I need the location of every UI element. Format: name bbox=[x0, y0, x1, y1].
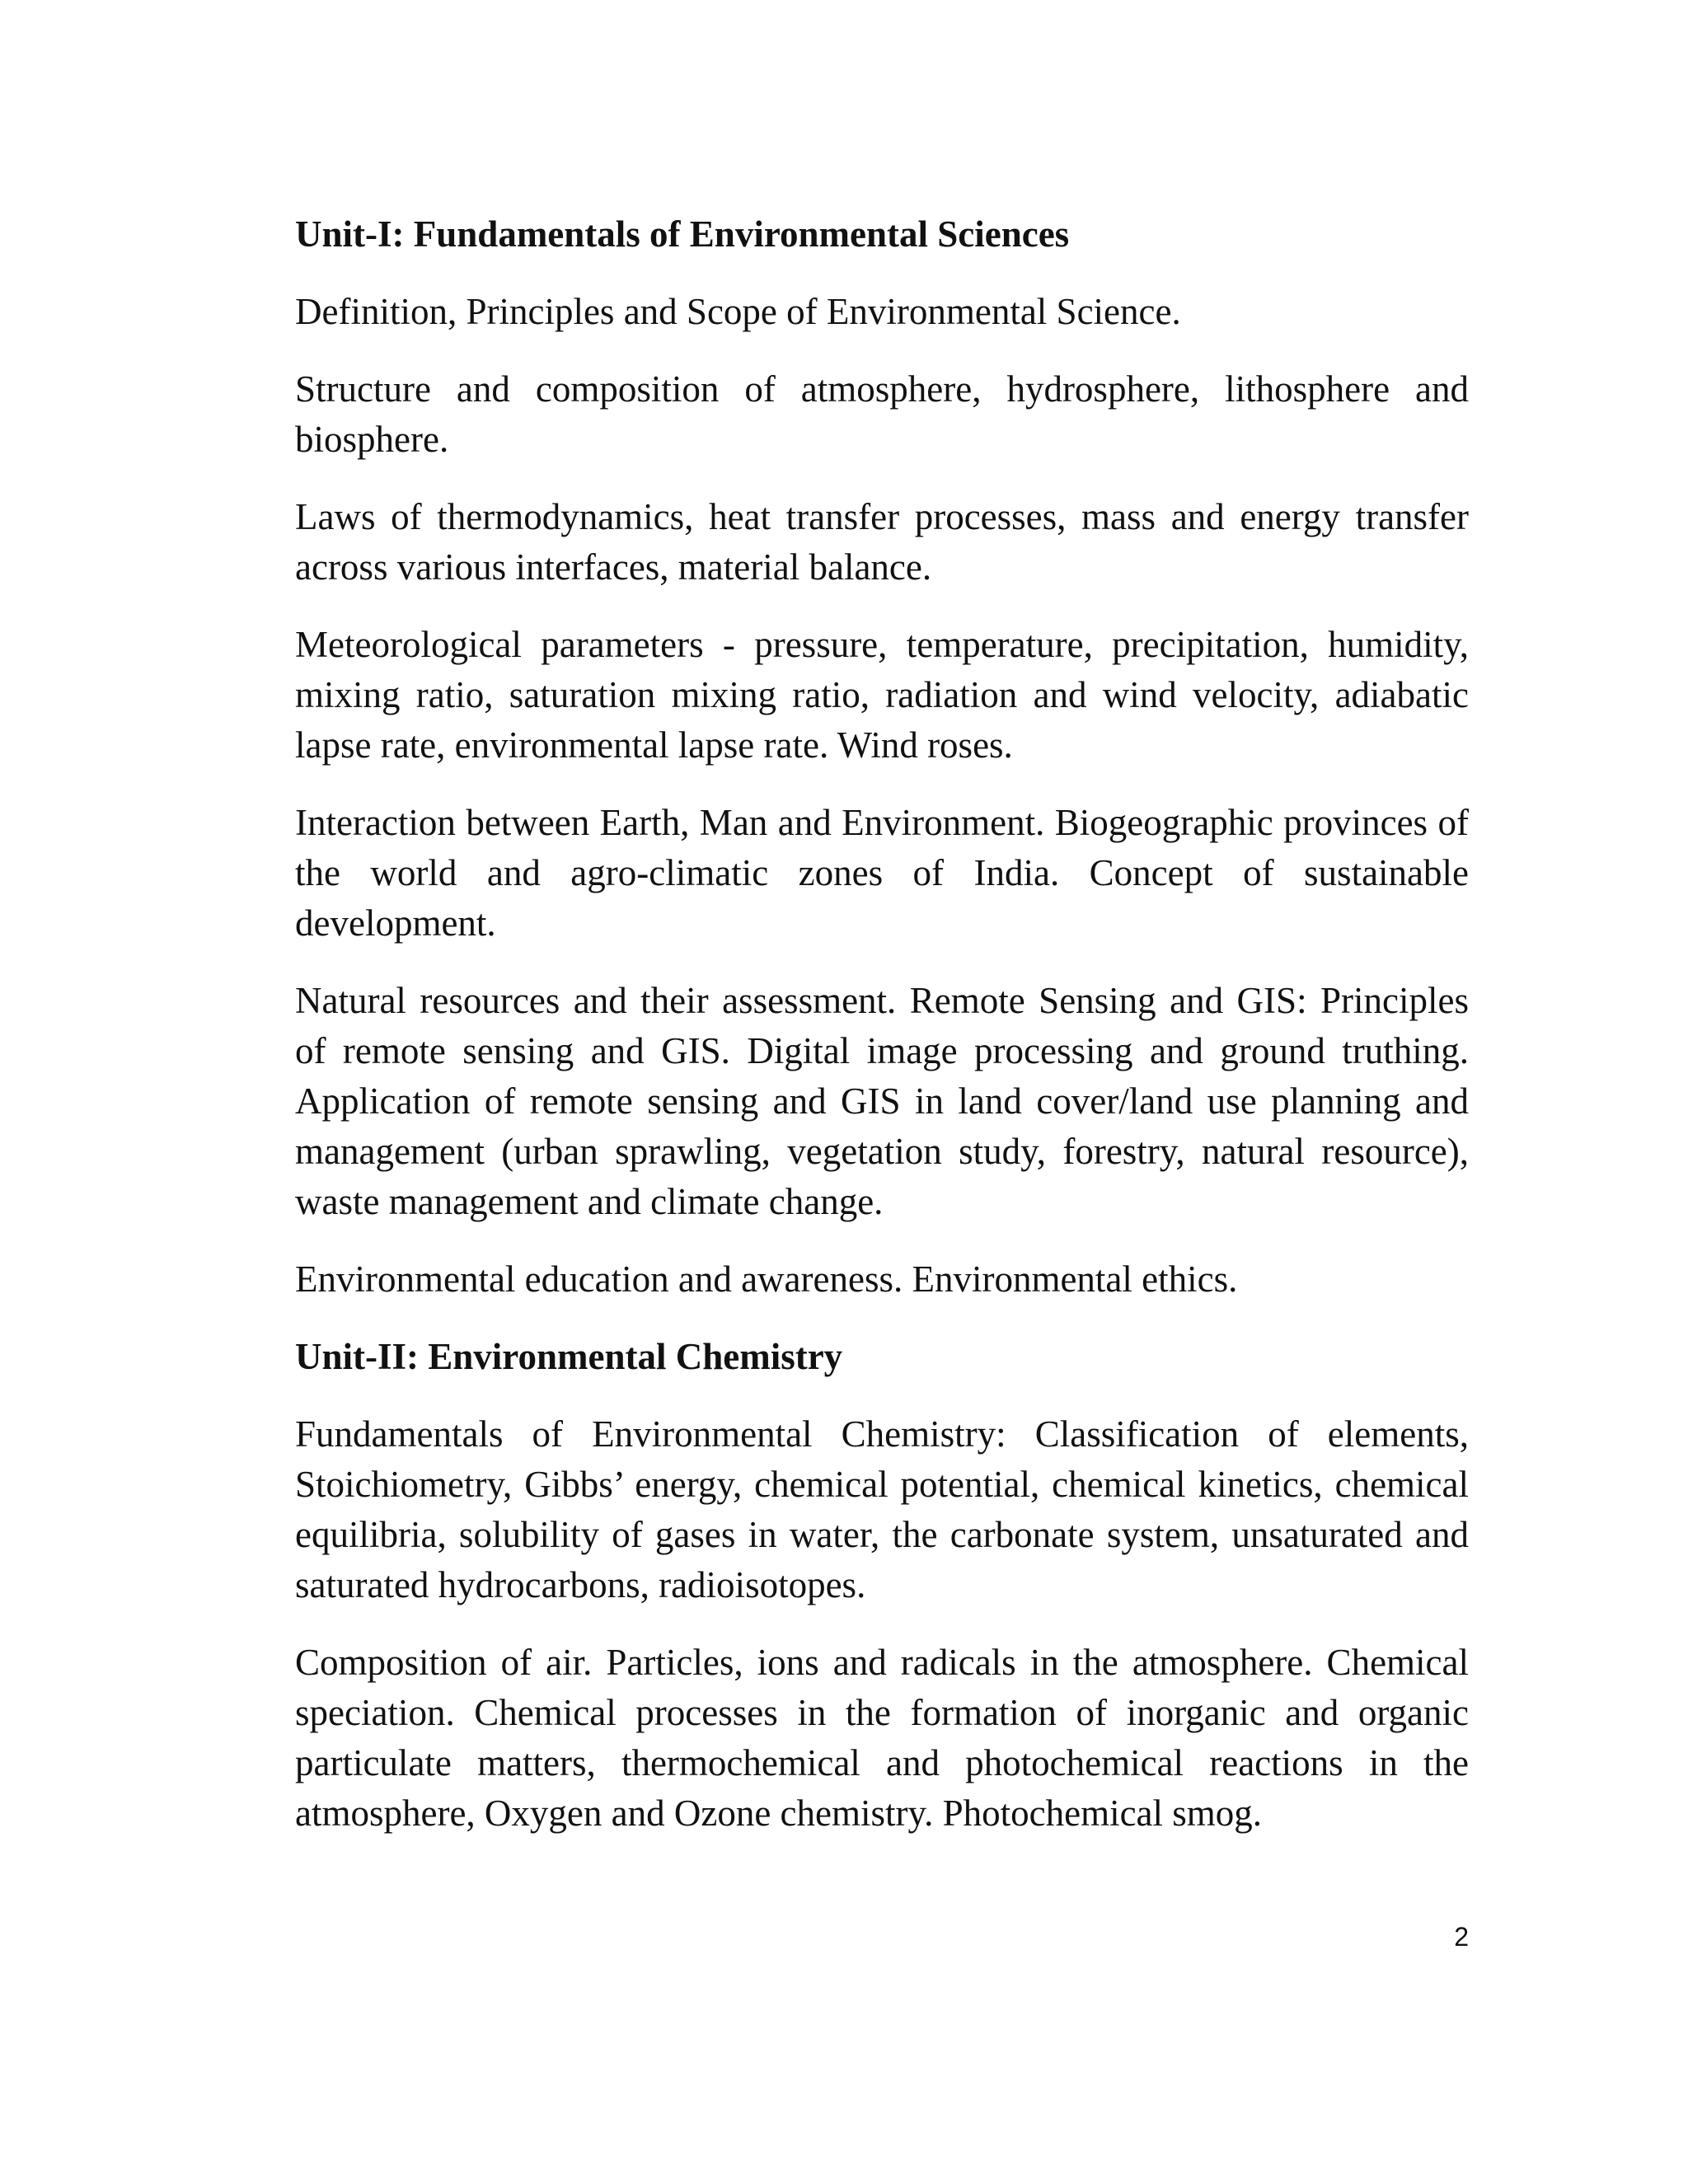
unit-2-heading: Unit-II: Environmental Chemistry bbox=[295, 1336, 843, 1377]
page-content bbox=[295, 209, 1469, 1866]
unit-1-heading: Unit-I: Fundamentals of Environmental Sciences bbox=[295, 213, 1070, 255]
unit-2-paragraph-fundamentals: Fundamentals of Environmental Chemistry: Classification of elements, Stoichiometry, Gibbs’ energy, chemical potential, chemical kinetics, chemical equilibria, solubility of gases in water, the carbonate system, unsaturated and saturated hydrocarbons, radioisotopes. bbox=[295, 1413, 1469, 1605]
unit-1-paragraph-education: Environmental education and awareness. Environmental ethics. bbox=[295, 1258, 1238, 1300]
unit-2-paragraph-air-composition: Composition of air. Particles, ions and radicals in the atmosphere. Chemical speciation. Chemical processes in the formation of inorganic and organic particulate matters, thermochemical and photochemical reactions in the atmosphere, Oxygen and Ozone chemistry. Photochemical smog. bbox=[295, 1642, 1469, 1834]
unit-1-paragraph-interaction: Interaction between Earth, Man and Environment. Biogeographic provinces of the world and agro-climatic zones of India. Concept of sustainable development. bbox=[295, 802, 1469, 944]
unit-1-paragraph-resources: Natural resources and their assessment. Remote Sensing and GIS: Principles of remote sensing and GIS. Digital image processing and ground truthing. Application of remote sensing and GIS in land cover/land use planning and management (urban sprawling, vegetation study, forestry, natural resource), waste management and climate change. bbox=[295, 980, 1469, 1222]
unit-1-paragraph-meteorology: Meteorological parameters - pressure, temperature, precipitation, humidity, mixing ratio, saturation mixing ratio, radiation and wind velocity, adiabatic lapse rate, environmental lapse rate. Wind roses. bbox=[295, 624, 1469, 766]
page-number: 2 bbox=[1454, 1922, 1469, 1952]
unit-1-paragraph-definition: Definition, Principles and Scope of Environmental Science. bbox=[295, 291, 1181, 332]
unit-1-paragraph-structure: Structure and composition of atmosphere, hydrosphere, lithosphere and biosphere. bbox=[295, 368, 1469, 460]
unit-1-paragraph-thermodynamics: Laws of thermodynamics, heat transfer processes, mass and energy transfer across various interfaces, material balance. bbox=[295, 496, 1469, 588]
